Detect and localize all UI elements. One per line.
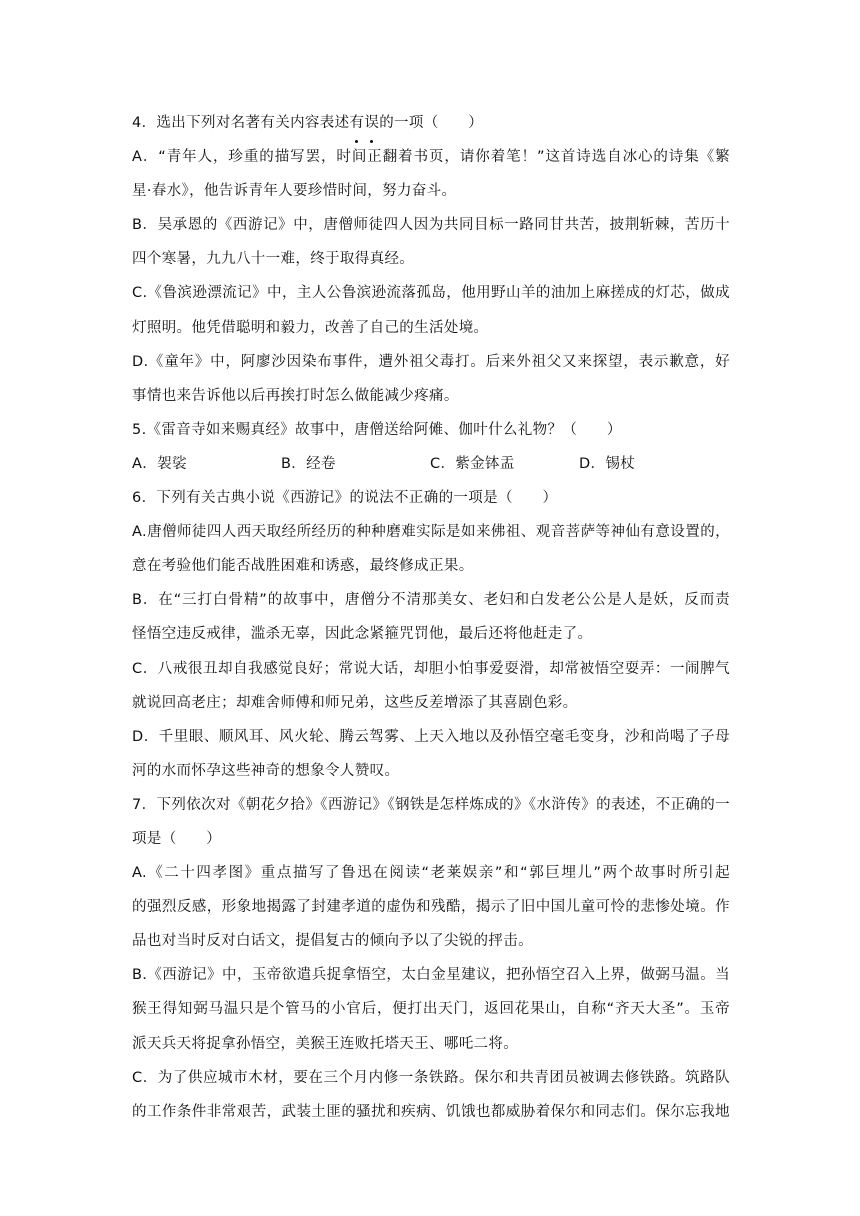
question-6-stem: 6．下列有关古典小说《西游记》的说法不正确的一项是（ ） xyxy=(132,490,558,507)
question-5-option-d: D．锡杖 xyxy=(579,455,636,472)
question-7-option-c-line-2: 的工作条件非常艰苦，武装土匪的骚扰和疾病、饥饿也都威胁着保尔和同志们。保尔忘我地 xyxy=(132,1103,730,1120)
question-7-option-c-line-1: C．为了供应城市木材，要在三个月内修一条铁路。保尔和共青团员被调去修铁路。筑路队 xyxy=(132,1069,730,1086)
question-7-option-b-line-3: 派天兵天将捉拿孙悟空，美猴王连败托塔天王、哪吒二将。 xyxy=(132,1035,519,1052)
question-7-option-a-line-1: A.《二十四孝图》重点描写了鲁迅在阅读“老莱娱亲”和“郭巨埋儿”两个故事时所引起 xyxy=(132,865,730,882)
question-6-option-d-line-1: D．千里眼、顺风耳、风火轮、腾云驾雾、上天入地以及孙悟空毫毛变身，沙和尚喝了子母 xyxy=(132,728,730,745)
question-7-option-a-line-2: 的强烈反感，形象地揭露了封建孝道的虚伪和残酷，揭示了旧中国儿童可怜的悲惨处境。作 xyxy=(132,899,730,916)
question-4-stem-text: 4．选出下列对名著有关内容表述 xyxy=(132,115,350,131)
question-7-option-b-line-1: B.《西游记》中，玉帝欲遣兵捉拿悟空，太白金星建议，把孙悟空召入上界，做弼马温。当 xyxy=(132,967,730,984)
question-4-option-d-line-1: D.《童年》中，阿廖沙因染布事件，遭外祖父毒打。后来外祖父又来探望，表示歉意，好 xyxy=(132,353,730,370)
question-4-option-a-line-2: 星·春水》，他告诉青年人要珍惜时间，努力奋斗。 xyxy=(132,183,457,200)
question-content xyxy=(132,106,730,1129)
question-6-option-b-line-2: 怪悟空违反戒律，滥杀无辜，因此念紧箍咒罚他，最后还将他赶走了。 xyxy=(132,626,593,643)
question-7-stem-line-1: 7．下列依次对《朝花夕拾》《西游记》《钢铁是怎样炼成的》《水浒传》的表述，不正确的一 xyxy=(132,796,730,813)
question-5-options xyxy=(132,447,730,481)
emphasis-dot-char: 误 xyxy=(364,106,379,140)
question-7-option-b-line-2: 猴王得知弼马温只是个管马的小官后，便打出天门，返回花果山，自称“齐天大圣”。玉帝 xyxy=(132,1001,730,1018)
question-6-option-a-line-1: A.唐僧师徒四人西天取经所经历的种种磨难实际是如来佛祖、观音菩萨等神仙有意设置的， xyxy=(132,524,730,541)
question-4-option-c-line-1: C.《鲁滨逊漂流记》中，主人公鲁滨逊流落孤岛，他用野山羊的油加上麻搓成的灯芯，做成 xyxy=(132,285,730,302)
question-4-option-b-line-2: 四个寒暑，九九八十一难，终于取得真经。 xyxy=(132,251,415,268)
question-6-option-b-line-1: B．在“三打白骨精”的故事中，唐僧分不清那美女、老妇和白发老公公是人是妖，反而责 xyxy=(132,592,730,609)
question-5-option-b: B．经卷 xyxy=(281,455,336,472)
question-4-stem-end: 的一项（ ） xyxy=(379,115,484,131)
question-7-stem-line-2: 项是（ ） xyxy=(132,830,222,847)
question-6-option-c-line-2: 就说回高老庄；却难舍师傅和师兄弟，这些反差增添了其喜剧色彩。 xyxy=(132,694,578,711)
question-4-option-d-line-2: 事情也来告诉他以后再挨打时怎么做能减少疼痛。 xyxy=(132,387,459,404)
question-4-option-c-line-2: 灯照明。他凭借聪明和毅力，改善了自己的生活处境。 xyxy=(132,319,489,336)
question-6-option-d-line-2: 河的水而怀孕这些神奇的想象令人赞叹。 xyxy=(132,762,400,779)
question-5-stem: 5.《雷音寺如来赐真经》故事中，唐僧送给阿傩、伽叶什么礼物？（ ） xyxy=(132,421,622,438)
emphasis-dot-char: 有 xyxy=(349,106,364,140)
question-4-option-a-line-1: A．“青年人，珍重的描写罢，时间正翻着书页，请你着笔！”这首诗选自冰心的诗集《繁 xyxy=(132,149,730,166)
question-5-option-c: C．紫金钵盂 xyxy=(430,455,515,472)
question-7-option-a-line-3: 品也对当时反对白话文，提倡复古的倾向予以了尖锐的抨击。 xyxy=(132,933,533,950)
question-5-option-a: A．袈裟 xyxy=(132,455,187,472)
question-4-option-b-line-1: B．吴承恩的《西游记》中，唐僧师徒四人因为共同目标一路同甘共苦，披荆斩棘，苦历十 xyxy=(132,217,730,234)
question-6-option-c-line-1: C．八戒很丑却自我感觉良好；常说大话，却胆小怕事爱耍滑，却常被悟空耍弄：一闹脾气 xyxy=(132,660,730,677)
question-4-stem xyxy=(132,106,730,140)
question-6-option-a-line-2: 意在考验他们能否战胜困难和诱惑，最终修成正果。 xyxy=(132,558,474,575)
